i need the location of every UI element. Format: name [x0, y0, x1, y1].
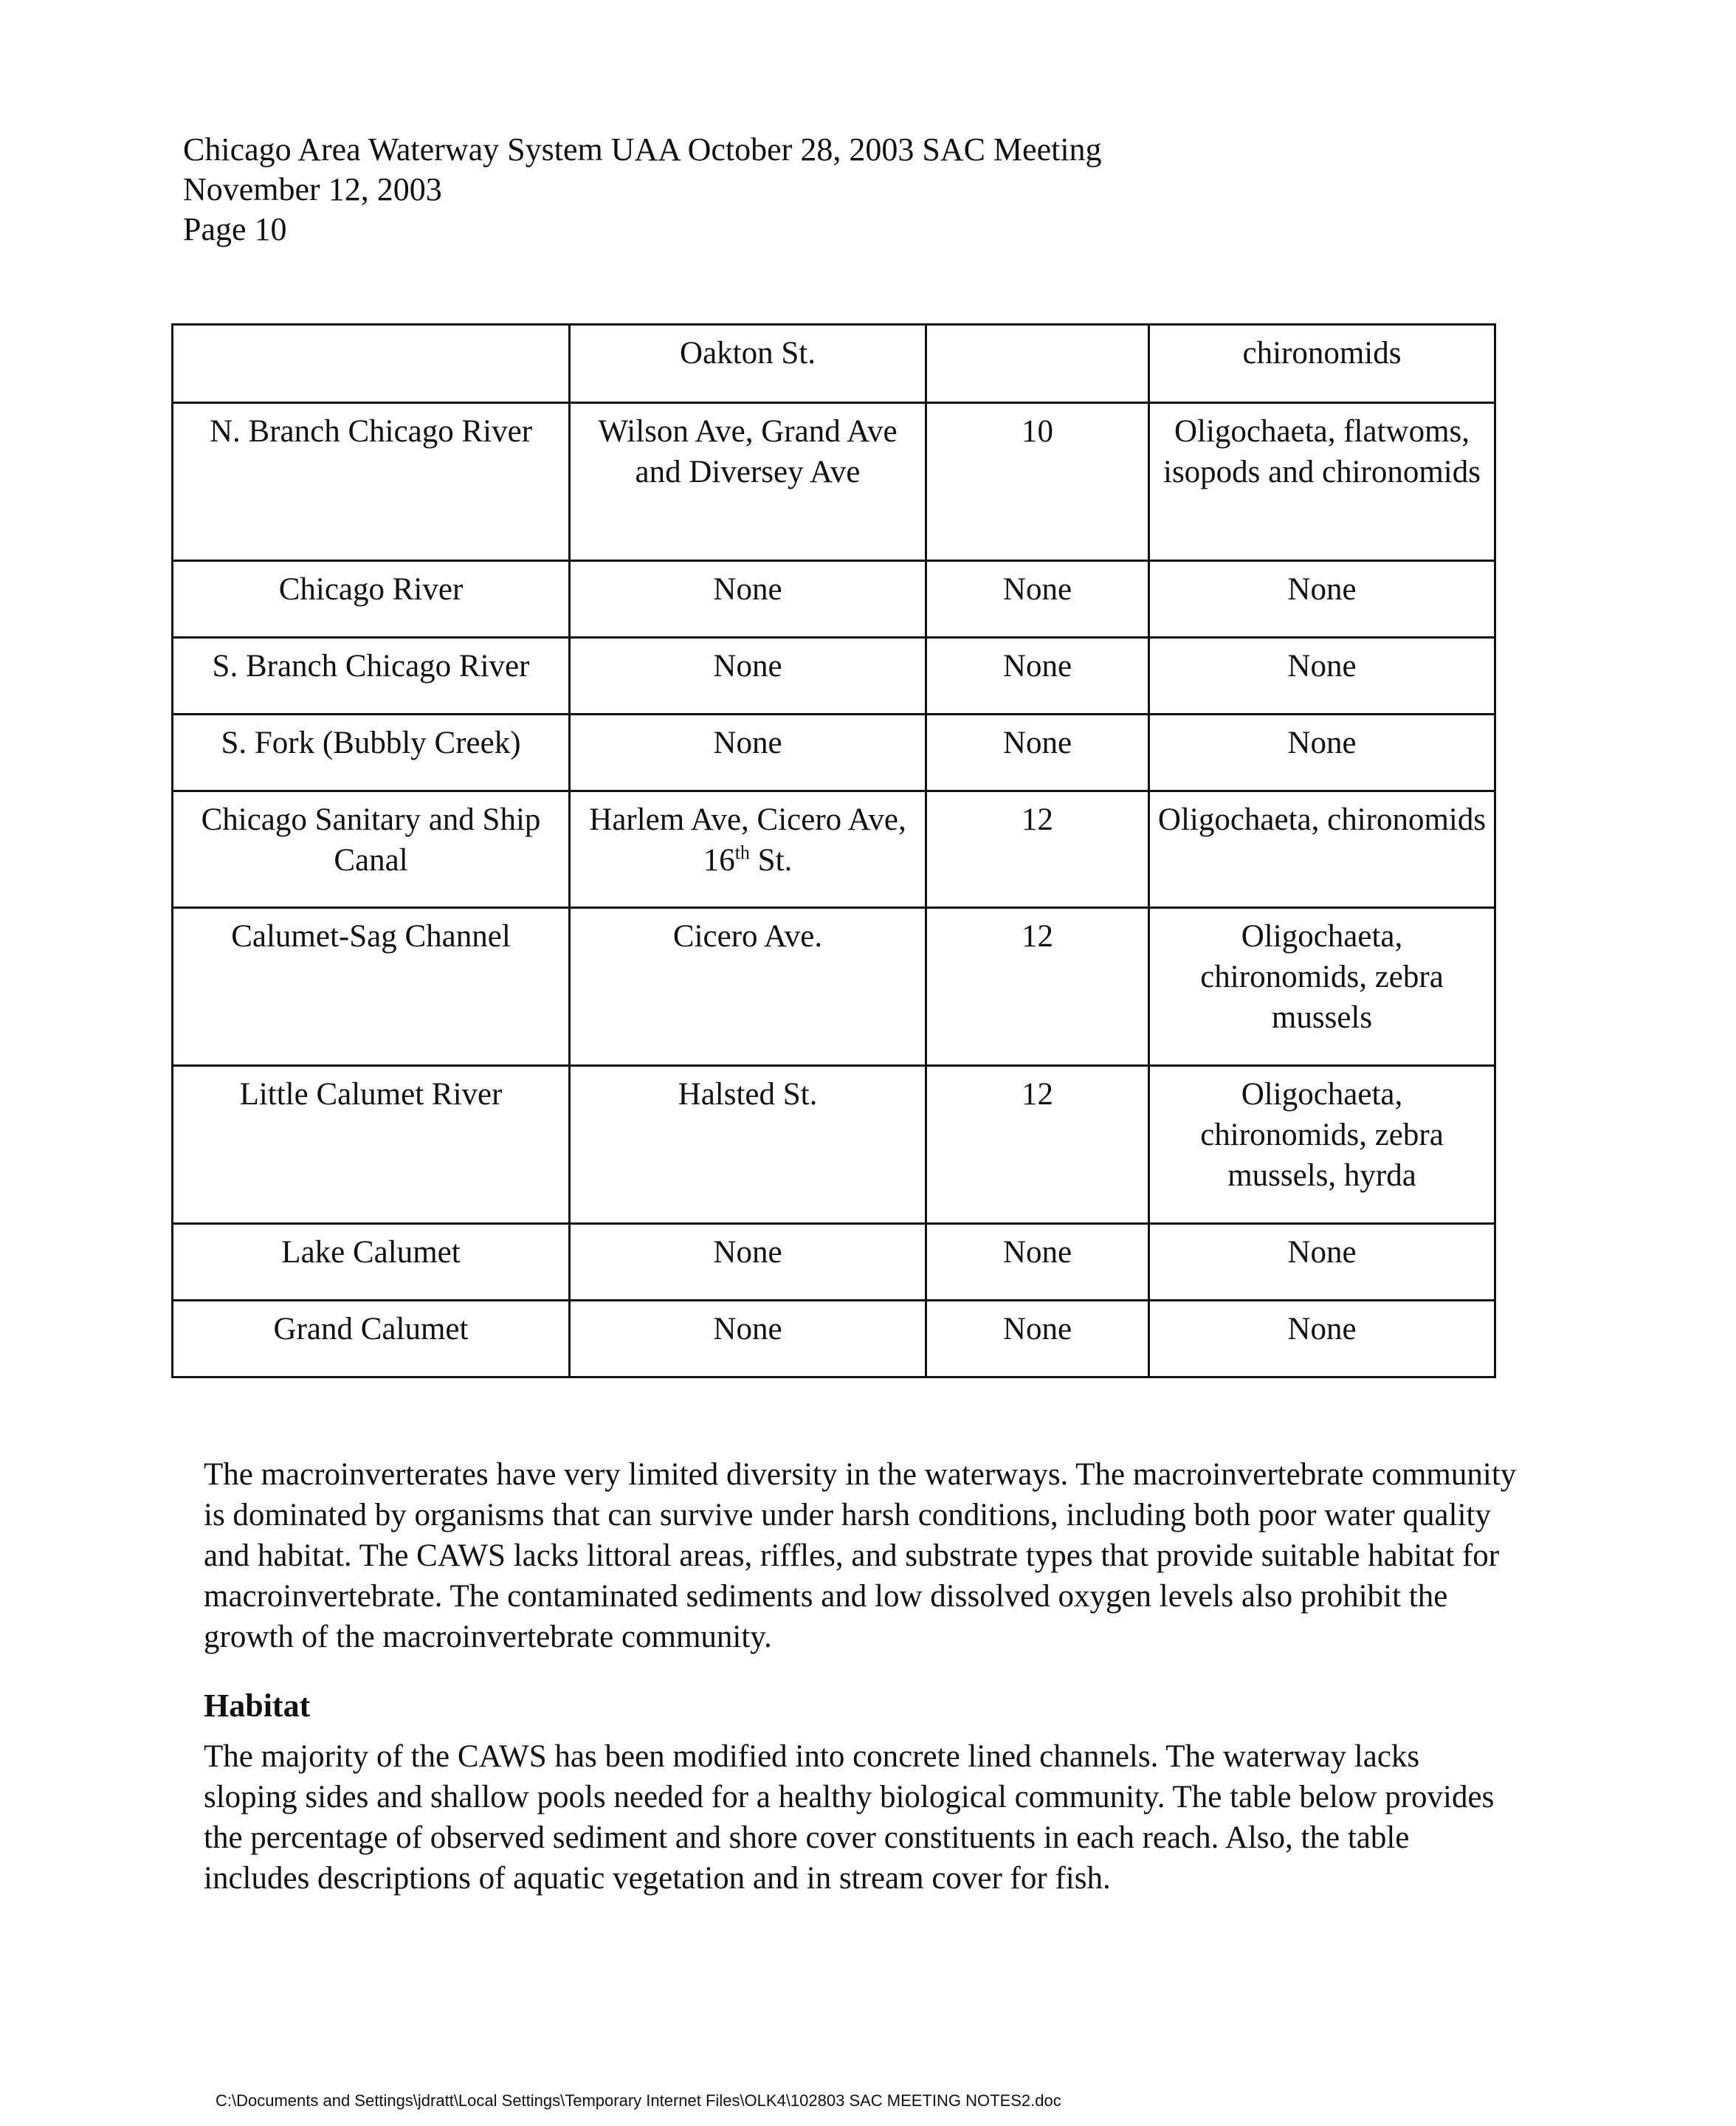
location-cell: None — [570, 1224, 926, 1301]
table-row — [173, 561, 1495, 638]
location-cell: None — [570, 1301, 926, 1377]
organisms-cell: None — [1149, 561, 1495, 638]
table-row — [173, 638, 1495, 715]
table-row — [173, 791, 1495, 908]
reach-cell: Chicago Sanitary and Ship Canal — [173, 791, 570, 908]
reach-cell: Grand Calumet — [173, 1301, 570, 1377]
organisms-cell: Oligochaeta, chironomids, zebra mussels — [1149, 908, 1495, 1066]
count-cell: None — [926, 561, 1149, 638]
habitat-heading: Habitat — [204, 1688, 311, 1724]
count-cell — [926, 325, 1149, 403]
location-cell: None — [570, 715, 926, 791]
location-cell: Wilson Ave, Grand Ave and Diversey Ave — [570, 403, 926, 561]
count-cell: None — [926, 638, 1149, 715]
organisms-cell: Oligochaeta, chironomids, zebra mussels, hyrda — [1149, 1066, 1495, 1224]
organisms-cell: None — [1149, 638, 1495, 715]
location-cell: None — [570, 638, 926, 715]
location-text-end: St. — [749, 843, 793, 878]
organisms-cell: None — [1149, 715, 1495, 791]
header-page-number: Page 10 — [183, 211, 287, 247]
organisms-cell: chironomids — [1149, 325, 1495, 403]
organisms-cell: None — [1149, 1224, 1495, 1301]
location-cell: Halsted St. — [570, 1066, 926, 1224]
table-row — [173, 715, 1495, 791]
organisms-cell: Oligochaeta, flatwoms, isopods and chironomids — [1149, 403, 1495, 561]
table-row — [173, 325, 1495, 403]
count-cell: None — [926, 715, 1149, 791]
ordinal-suffix: th — [734, 842, 750, 864]
organisms-cell: Oligochaeta, chironomids — [1149, 791, 1495, 908]
page-header — [183, 130, 1102, 250]
location-cell: Cicero Ave. — [570, 908, 926, 1066]
habitat-paragraph: The majority of the CAWS has been modified into concrete lined channels. The waterway lacks sloping sides and shallow pools needed for a healthy biological community. The table below provides the percentage of observed sediment and shore cover constituents in each reach. Also, the table includes descriptions of aquatic vegetation and in stream cover for fish. — [204, 1739, 1495, 1896]
reach-cell: S. Branch Chicago River — [173, 638, 570, 715]
table-row — [173, 908, 1495, 1066]
location-cell: Oakton St. — [570, 325, 926, 403]
reach-cell: Calumet-Sag Channel — [173, 908, 570, 1066]
table-row — [173, 1301, 1495, 1377]
location-cell — [570, 791, 926, 908]
body-text — [204, 1454, 1518, 1899]
table-row — [173, 403, 1495, 561]
header-title: Chicago Area Waterway System UAA October 28, 2003 SAC Meeting — [183, 131, 1102, 168]
reach-cell: Little Calumet River — [173, 1066, 570, 1224]
reach-cell: Lake Calumet — [173, 1224, 570, 1301]
count-cell: None — [926, 1301, 1149, 1377]
count-cell: 12 — [926, 791, 1149, 908]
reach-cell: Chicago River — [173, 561, 570, 638]
count-cell: 10 — [926, 403, 1149, 561]
macroinvertebrate-table — [171, 323, 1496, 1378]
count-cell: None — [926, 1224, 1149, 1301]
count-cell: 12 — [926, 1066, 1149, 1224]
location-text: Harlem Ave, Cicero Ave, 16 — [589, 802, 906, 878]
macroinvertebrate-paragraph: The macroinverterates have very limited diversity in the waterways. The macroinvertebrate community is dominated by organisms that can survive under harsh conditions, including both poor water quality and habitat. The CAWS lacks littoral areas, riffles, and substrate types that provide suitable habitat for macroinvertebrate. The contaminated sediments and low dissolved oxygen levels also prohibit the growth of the macroinvertebrate community. — [204, 1457, 1517, 1654]
count-cell: 12 — [926, 908, 1149, 1066]
reach-cell: N. Branch Chicago River — [173, 403, 570, 561]
reach-cell — [173, 325, 570, 403]
header-date: November 12, 2003 — [183, 171, 442, 207]
organisms-cell: None — [1149, 1301, 1495, 1377]
reach-cell: S. Fork (Bubbly Creek) — [173, 715, 570, 791]
location-cell: None — [570, 561, 926, 638]
table-row — [173, 1224, 1495, 1301]
file-path-footer: C:\Documents and Settings\jdratt\Local Settings\Temporary Internet Files\OLK4\102803 SAC MEETING NOTES2.doc — [216, 2091, 1061, 2110]
table-row — [173, 1066, 1495, 1224]
